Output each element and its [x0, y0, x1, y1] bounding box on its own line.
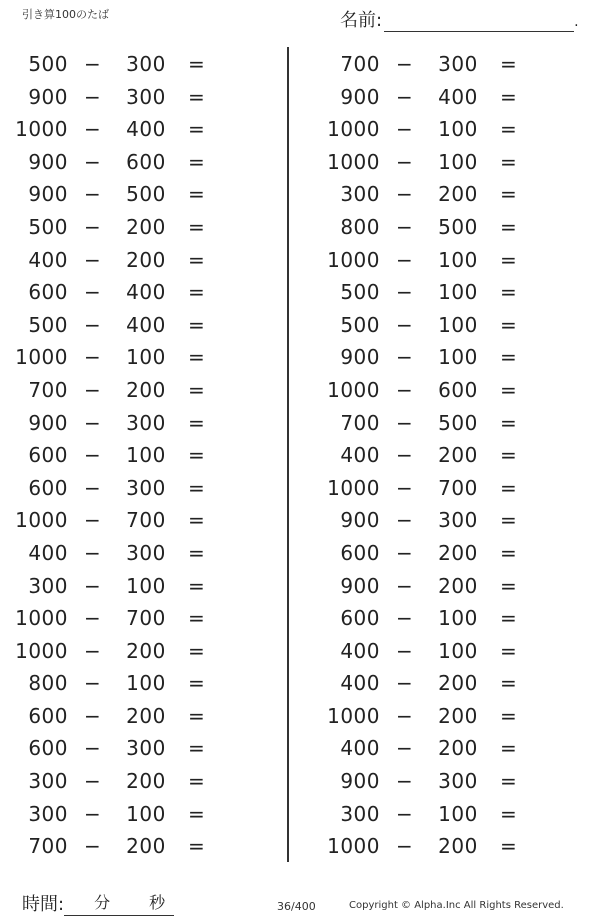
subtrahend: 200	[438, 671, 478, 696]
problem-row	[8, 374, 268, 407]
minus-sign: −	[396, 410, 414, 435]
minutes-label: 分	[94, 893, 111, 912]
minus-sign: −	[84, 182, 102, 207]
subtrahend: 300	[126, 52, 166, 76]
subtrahend: 400	[126, 312, 166, 337]
minus-sign: −	[396, 606, 414, 631]
minuend: 500	[28, 312, 68, 337]
seconds-label: 秒	[149, 893, 166, 912]
minus-sign: −	[396, 182, 414, 207]
time-field	[22, 890, 174, 916]
minus-sign: −	[396, 769, 414, 794]
minuend: 1000	[327, 149, 380, 174]
minuend: 1000	[327, 117, 380, 142]
problem-row	[8, 276, 268, 309]
subtrahend: 600	[126, 149, 166, 174]
minus-sign: −	[84, 638, 102, 663]
equals-sign: =	[188, 671, 206, 696]
equals-sign: =	[500, 149, 518, 174]
minus-sign: −	[396, 117, 414, 142]
subtrahend: 100	[438, 801, 478, 826]
minuend: 900	[28, 149, 68, 174]
name-label: 名前:	[340, 10, 383, 31]
problem-row	[320, 472, 580, 505]
equals-sign: =	[188, 736, 206, 761]
problem-row	[320, 113, 580, 146]
subtrahend: 200	[438, 703, 478, 728]
subtrahend: 100	[438, 312, 478, 337]
problem-row	[8, 700, 268, 733]
subtrahend: 400	[126, 280, 166, 305]
minus-sign: −	[84, 52, 102, 76]
minuend: 1000	[327, 475, 380, 500]
name-field[interactable]	[340, 6, 579, 32]
equals-sign: =	[188, 345, 206, 370]
minus-sign: −	[84, 410, 102, 435]
problem-row	[320, 211, 580, 244]
minus-sign: −	[396, 671, 414, 696]
subtrahend: 200	[126, 377, 166, 402]
minuend: 900	[28, 182, 68, 207]
minus-sign: −	[84, 671, 102, 696]
equals-sign: =	[500, 573, 518, 598]
name-blank-line[interactable]	[384, 13, 574, 32]
minuend: 400	[340, 671, 380, 696]
minuend: 1000	[327, 703, 380, 728]
minus-sign: −	[84, 345, 102, 370]
subtrahend: 300	[126, 736, 166, 761]
subtrahend: 200	[126, 247, 166, 272]
subtrahend: 500	[438, 410, 478, 435]
minus-sign: −	[396, 638, 414, 663]
minus-sign: −	[84, 475, 102, 500]
subtrahend: 300	[438, 769, 478, 794]
minuend: 300	[340, 801, 380, 826]
left-problem-column	[8, 48, 268, 863]
page-number: 36/400	[277, 900, 316, 913]
equals-sign: =	[188, 377, 206, 402]
equals-sign: =	[500, 540, 518, 565]
minuend: 1000	[15, 345, 68, 370]
problem-row	[8, 504, 268, 537]
minuend: 700	[340, 410, 380, 435]
problem-row	[320, 700, 580, 733]
minuend: 500	[28, 52, 68, 76]
minus-sign: −	[84, 247, 102, 272]
equals-sign: =	[500, 52, 518, 76]
minus-sign: −	[396, 149, 414, 174]
minuend: 900	[340, 84, 380, 109]
problem-row	[8, 146, 268, 179]
equals-sign: =	[188, 280, 206, 305]
equals-sign: =	[188, 801, 206, 826]
minus-sign: −	[396, 377, 414, 402]
problem-row	[320, 374, 580, 407]
equals-sign: =	[188, 638, 206, 663]
minuend: 700	[340, 52, 380, 76]
problem-row	[8, 211, 268, 244]
subtrahend: 300	[126, 540, 166, 565]
equals-sign: =	[188, 606, 206, 631]
problem-row	[320, 244, 580, 277]
time-blank-line[interactable]	[64, 895, 174, 916]
problem-row	[8, 667, 268, 700]
minus-sign: −	[396, 736, 414, 761]
problem-row	[320, 146, 580, 179]
problem-row	[320, 276, 580, 309]
problem-row	[320, 602, 580, 635]
equals-sign: =	[500, 280, 518, 305]
subtrahend: 200	[126, 638, 166, 663]
minuend: 400	[340, 736, 380, 761]
equals-sign: =	[500, 117, 518, 142]
minuend: 400	[28, 540, 68, 565]
problem-row	[8, 570, 268, 603]
equals-sign: =	[500, 801, 518, 826]
minuend: 300	[340, 182, 380, 207]
worksheet-title: 引き算100のたば	[22, 8, 109, 21]
subtrahend: 300	[126, 84, 166, 109]
problem-row	[8, 765, 268, 798]
equals-sign: =	[188, 214, 206, 239]
minus-sign: −	[84, 703, 102, 728]
right-problem-column	[320, 48, 580, 863]
column-divider	[287, 47, 289, 862]
minuend: 1000	[15, 117, 68, 142]
equals-sign: =	[188, 540, 206, 565]
equals-sign: =	[500, 312, 518, 337]
equals-sign: =	[500, 377, 518, 402]
subtrahend: 200	[438, 540, 478, 565]
subtrahend: 200	[438, 443, 478, 468]
minus-sign: −	[396, 345, 414, 370]
subtrahend: 700	[126, 606, 166, 631]
minuend: 600	[340, 540, 380, 565]
subtrahend: 400	[438, 84, 478, 109]
minuend: 900	[340, 345, 380, 370]
equals-sign: =	[500, 410, 518, 435]
subtrahend: 500	[438, 214, 478, 239]
problem-row	[320, 732, 580, 765]
problem-row	[320, 570, 580, 603]
minuend: 300	[28, 769, 68, 794]
problem-row	[320, 830, 580, 863]
subtrahend: 100	[126, 345, 166, 370]
minuend: 900	[340, 769, 380, 794]
minus-sign: −	[84, 540, 102, 565]
equals-sign: =	[188, 149, 206, 174]
subtrahend: 200	[126, 214, 166, 239]
minuend: 1000	[15, 638, 68, 663]
minus-sign: −	[84, 280, 102, 305]
minus-sign: −	[84, 736, 102, 761]
subtrahend: 100	[438, 117, 478, 142]
subtrahend: 600	[438, 377, 478, 402]
minuend: 700	[28, 377, 68, 402]
minuend: 600	[28, 280, 68, 305]
minuend: 600	[340, 606, 380, 631]
minuend: 600	[28, 443, 68, 468]
minuend: 800	[340, 214, 380, 239]
minuend: 600	[28, 736, 68, 761]
subtrahend: 700	[126, 508, 166, 533]
equals-sign: =	[188, 84, 206, 109]
problem-row	[8, 635, 268, 668]
equals-sign: =	[188, 117, 206, 142]
problem-row	[8, 472, 268, 505]
subtrahend: 700	[438, 475, 478, 500]
name-end-dot: .	[574, 14, 579, 30]
minus-sign: −	[84, 573, 102, 598]
subtrahend: 300	[438, 52, 478, 76]
problem-row	[8, 407, 268, 440]
minuend: 600	[28, 475, 68, 500]
equals-sign: =	[188, 703, 206, 728]
minus-sign: −	[84, 508, 102, 533]
minus-sign: −	[396, 834, 414, 859]
minuend: 300	[28, 801, 68, 826]
equals-sign: =	[500, 769, 518, 794]
equals-sign: =	[500, 834, 518, 859]
subtrahend: 100	[438, 149, 478, 174]
minuend: 500	[340, 280, 380, 305]
subtrahend: 200	[438, 834, 478, 859]
minus-sign: −	[396, 312, 414, 337]
subtrahend: 200	[438, 573, 478, 598]
problem-row	[8, 732, 268, 765]
problem-row	[320, 537, 580, 570]
minuend: 500	[28, 214, 68, 239]
problem-row	[320, 765, 580, 798]
equals-sign: =	[500, 182, 518, 207]
minus-sign: −	[396, 443, 414, 468]
minus-sign: −	[396, 801, 414, 826]
problem-row	[8, 439, 268, 472]
subtrahend: 200	[126, 703, 166, 728]
minuend: 1000	[327, 377, 380, 402]
equals-sign: =	[500, 638, 518, 663]
equals-sign: =	[500, 247, 518, 272]
problem-row	[8, 178, 268, 211]
problem-row	[320, 439, 580, 472]
subtrahend: 100	[126, 573, 166, 598]
subtrahend: 500	[126, 182, 166, 207]
problem-row	[320, 341, 580, 374]
problem-row	[8, 113, 268, 146]
minus-sign: −	[396, 703, 414, 728]
equals-sign: =	[188, 834, 206, 859]
minus-sign: −	[84, 312, 102, 337]
equals-sign: =	[500, 214, 518, 239]
equals-sign: =	[188, 182, 206, 207]
minuend: 900	[340, 508, 380, 533]
problem-row	[320, 309, 580, 342]
equals-sign: =	[188, 769, 206, 794]
subtrahend: 300	[126, 475, 166, 500]
equals-sign: =	[188, 573, 206, 598]
time-label: 時間:	[22, 894, 65, 915]
subtrahend: 200	[126, 834, 166, 859]
problem-row	[320, 178, 580, 211]
equals-sign: =	[500, 475, 518, 500]
minus-sign: −	[84, 769, 102, 794]
subtrahend: 100	[438, 247, 478, 272]
problem-row	[320, 48, 580, 81]
minus-sign: −	[84, 214, 102, 239]
subtrahend: 200	[438, 736, 478, 761]
problem-row	[8, 244, 268, 277]
copyright-notice: Copyright © Alpha.Inc All Rights Reserved.	[349, 900, 564, 911]
subtrahend: 300	[126, 410, 166, 435]
minus-sign: −	[396, 508, 414, 533]
subtrahend: 100	[126, 671, 166, 696]
minuend: 1000	[327, 834, 380, 859]
minus-sign: −	[84, 801, 102, 826]
subtrahend: 100	[438, 345, 478, 370]
minuend: 800	[28, 671, 68, 696]
problem-row	[8, 81, 268, 114]
problem-row	[8, 537, 268, 570]
problem-row	[8, 309, 268, 342]
equals-sign: =	[500, 736, 518, 761]
minus-sign: −	[396, 52, 414, 76]
minuend: 600	[28, 703, 68, 728]
minus-sign: −	[84, 377, 102, 402]
minus-sign: −	[396, 84, 414, 109]
minuend: 400	[28, 247, 68, 272]
equals-sign: =	[500, 84, 518, 109]
equals-sign: =	[500, 703, 518, 728]
minus-sign: −	[84, 834, 102, 859]
equals-sign: =	[188, 410, 206, 435]
subtrahend: 100	[438, 280, 478, 305]
minus-sign: −	[396, 475, 414, 500]
problem-row	[8, 341, 268, 374]
subtrahend: 300	[438, 508, 478, 533]
minus-sign: −	[84, 443, 102, 468]
equals-sign: =	[500, 508, 518, 533]
problem-row	[320, 667, 580, 700]
problem-row	[8, 602, 268, 635]
minuend: 700	[28, 834, 68, 859]
subtrahend: 100	[126, 801, 166, 826]
minus-sign: −	[396, 540, 414, 565]
problem-row	[320, 407, 580, 440]
minuend: 300	[28, 573, 68, 598]
minus-sign: −	[396, 247, 414, 272]
minuend: 1000	[15, 606, 68, 631]
equals-sign: =	[188, 508, 206, 533]
problem-row	[320, 504, 580, 537]
equals-sign: =	[188, 312, 206, 337]
minus-sign: −	[396, 573, 414, 598]
minus-sign: −	[84, 117, 102, 142]
subtrahend: 100	[438, 606, 478, 631]
minuend: 1000	[15, 508, 68, 533]
minuend: 900	[28, 410, 68, 435]
minuend: 900	[340, 573, 380, 598]
equals-sign: =	[188, 247, 206, 272]
equals-sign: =	[500, 345, 518, 370]
problem-row	[320, 635, 580, 668]
problem-row	[8, 48, 268, 81]
subtrahend: 100	[438, 638, 478, 663]
minus-sign: −	[84, 84, 102, 109]
equals-sign: =	[500, 671, 518, 696]
minus-sign: −	[84, 606, 102, 631]
minuend: 500	[340, 312, 380, 337]
minuend: 900	[28, 84, 68, 109]
minus-sign: −	[84, 149, 102, 174]
minuend: 400	[340, 638, 380, 663]
problem-row	[320, 81, 580, 114]
equals-sign: =	[188, 443, 206, 468]
minuend: 1000	[327, 247, 380, 272]
problem-row	[8, 798, 268, 831]
subtrahend: 200	[438, 182, 478, 207]
problem-row	[320, 798, 580, 831]
equals-sign: =	[188, 475, 206, 500]
minus-sign: −	[396, 214, 414, 239]
equals-sign: =	[500, 443, 518, 468]
equals-sign: =	[188, 52, 206, 76]
problem-row	[8, 830, 268, 863]
equals-sign: =	[500, 606, 518, 631]
subtrahend: 200	[126, 769, 166, 794]
minus-sign: −	[396, 280, 414, 305]
subtrahend: 100	[126, 443, 166, 468]
subtrahend: 400	[126, 117, 166, 142]
minuend: 400	[340, 443, 380, 468]
